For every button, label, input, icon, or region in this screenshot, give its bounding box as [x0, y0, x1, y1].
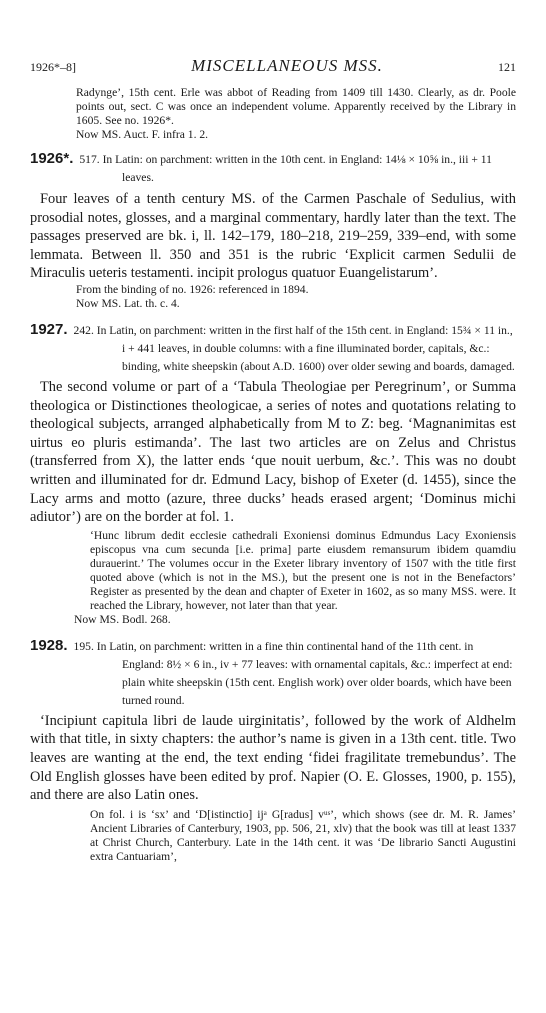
entry-body: Four leaves of a tenth century MS. of the Carmen Paschale of Sedulius, with prosodial notes, glosses, and a marginal commentary, hardly later than the text. The passages preserved are bk. i, ll. 142–179, 180–218, 219–259, 339–end, with some lemmata. Between ll. 350 and 351 is the rubric ‘Explicit carmen Sedulii de Miraculis ueteris testamenti. incipit prologus quatuor Euangelistarum’. — [30, 191, 516, 282]
entry-description: 242. In Latin, on parchment: written in the first half of the 15th cent. in England: 15¾ × 11 in., i + 441 leaves, in double columns: with a fine illuminated border, capitals, &c.: binding, white sheepskin (about A.D. 1600) over older sewing and boards, damaged. — [73, 323, 515, 373]
entry-head — [30, 321, 516, 375]
entry-note-block — [74, 528, 516, 627]
entry-1926 — [30, 150, 516, 311]
entry-shelfmark: Now MS. Bodl. 268. — [74, 612, 171, 626]
continuation-text: Radynge’, 15th cent. Erle was abbot of Reading from 1409 till 1430. Clearly, as dr. Poole points out, sect. C was once an independent volume. Apparently received by the Library in 1605. See no. 1926*. — [76, 86, 516, 127]
continuation-shelfmark: Now MS. Auct. F. infra 1. 2. — [76, 128, 209, 141]
entry-body: The second volume or part of a ‘Tabula Theologiae per Peregrinum’, or Summa theologica or Distinctiones theologicae, a series of notes and quotations relating to theological subjects, arranged alphabetically from M to Z: beg. ‘Magnanimitas est uirtus eo pluris estimanda’. The last two articles are on Zelus and Christus (transferred from X), the latter ends ‘que nouit uerbum, &c.’. This was no doubt written and illuminated for dr. Edmund Lacy, bishop of Exeter (d. 1455), since the Lacy arms and motto (azure, three ducks’ heads erased argent; ‘Dominus michi adiutor’) are on the border at fol. 1. — [30, 378, 516, 526]
running-head — [30, 56, 516, 76]
entry-description: 195. In Latin, on parchment: written in a fine thin continental hand of the 11th cent. in England: 8½ × 6 in., iv + 77 leaves: with ornamental capitals, &c.: imperfect at end: plain white sheepskin (15th cent. English work) over older boards, which have been turned round. — [73, 639, 513, 707]
entry-number: 1926*. — [30, 150, 74, 167]
entry-head — [30, 150, 516, 186]
entry-description: 517. In Latin: on parchment: written in the 10th cent. in England: 14⅛ × 10⅝ in., iii + 11 leaves. — [79, 153, 492, 184]
entry-note: From the binding of no. 1926: referenced in 1894. — [76, 282, 309, 296]
running-head-title: MISCELLANEOUS MSS. — [191, 56, 383, 75]
entry-note: On fol. i is ‘sx’ and ‘D[istinctio] ijᵃ G[radus] vᵘˢ’, which shows (see dr. M. R. James’ Ancient Libraries of Canterbury, 1903, pp. 506, 21, xlv) that the book was till at least 1337 at Christ Church, Canterbury. Late in the 14th cent. it was ‘De librario Sancti Augustini extra Cantuariam’, — [90, 807, 516, 863]
page-number: 121 — [498, 60, 516, 74]
entry-head — [30, 637, 516, 709]
entry-shelfmark: Now MS. Lat. th. c. 4. — [76, 296, 180, 310]
page — [30, 56, 516, 864]
entry-1928 — [30, 637, 516, 864]
entry-note: ‘Hunc librum dedit ecclesie cathedrali Exoniensi dominus Edmundus Lacy Exoniensis episcopus vna cum secunda [i.e. prima] parte eiusdem remansurum ibidem quamdiu durauerint.’ The volumes occur in the Exeter library inventory of 1507 with the title first quoted above (which is not in the MS.), but the present one is not in the Benefactors’ Register as presented by the dean and chapter of Exeter in 1602, as so many MSS. were. It reached the Library, however, not later than that year. — [90, 528, 516, 612]
entry-note-block — [76, 283, 516, 311]
continuation-block — [76, 86, 516, 142]
entry-number: 1927. — [30, 320, 68, 338]
entry-number: 1928. — [30, 636, 68, 654]
entry-body: ‘Incipiunt capitula libri de laude uirginitatis’, followed by the work of Aldhelm with that title, in sixty chapters: the author’s name is given in a 13th cent. title. Two leaves are wanting at the end, the text ending ‘fidei fragilitate tremebundus’. The Old English glosses have been edited by prof. Napier (O. E. Glosses, 1900, p. 155), and there are also Latin ones. — [30, 712, 516, 804]
entry-note-block — [90, 808, 516, 864]
running-head-range: 1926*–8] — [30, 60, 76, 74]
entry-1927 — [30, 321, 516, 627]
